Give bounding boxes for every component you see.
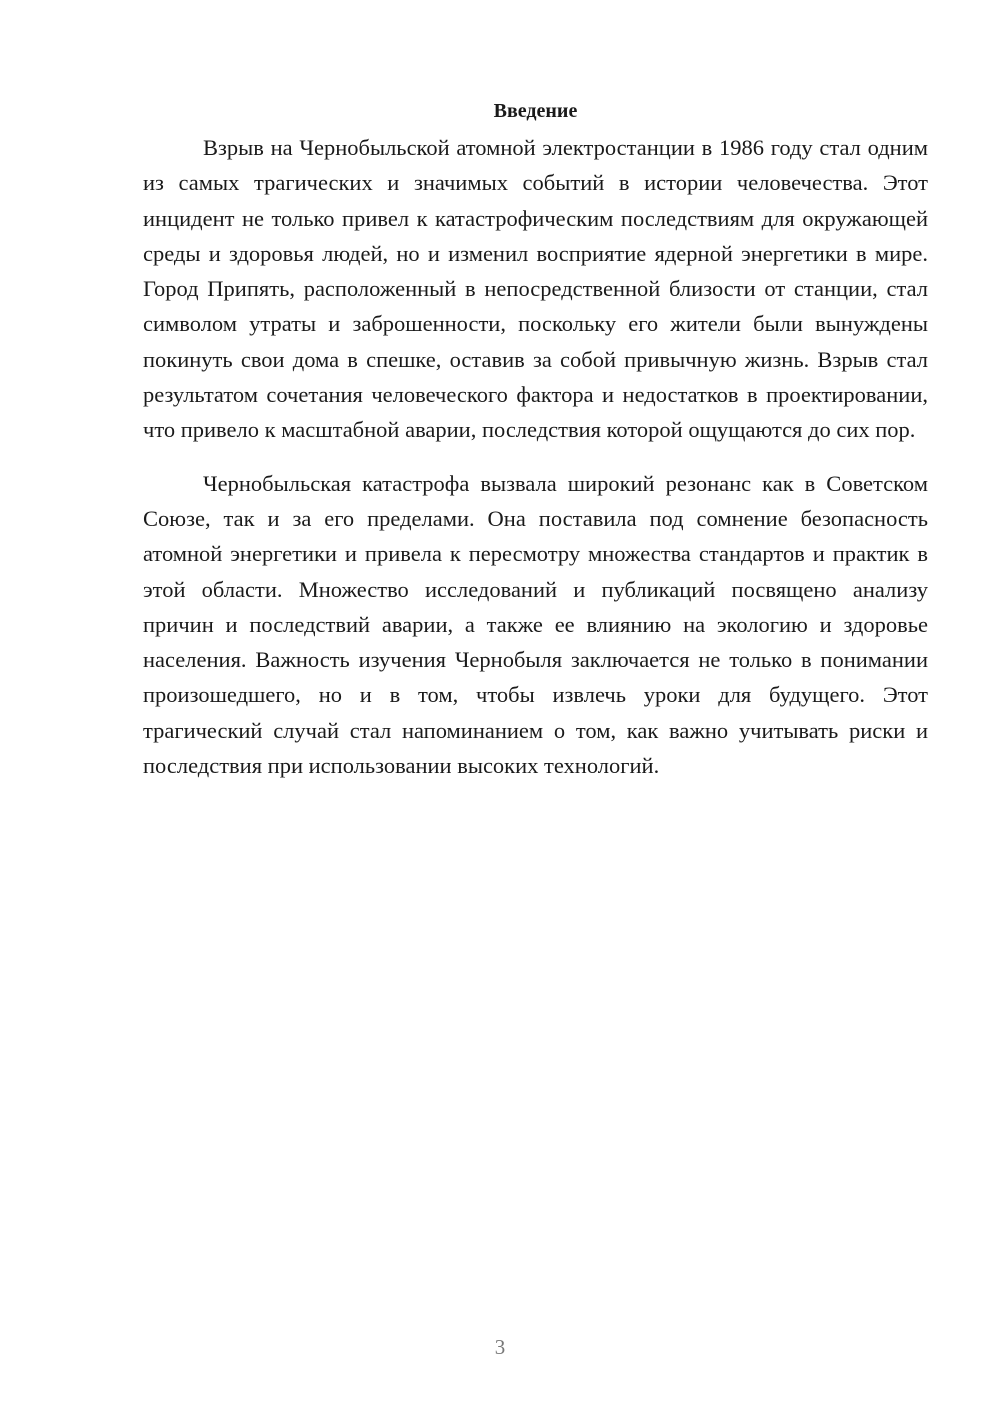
- section-heading: Введение: [493, 100, 578, 122]
- paragraph-1: Взрыв на Чернобыльской атомной электростанции в 1986 году стал одним из самых трагических и значимых событий в истории человечества. Этот инцидент не только привел к катастрофическим последствиям для окружающей среды и здоровья людей, но и изменил восприятие ядерной энергетики в мире. Город Припять, расположенный в непосредственной близости от станции, стал символом утраты и заброшенности, поскольку его жители были вынуждены покинуть свои дома в спешке, оставив за собой привычную жизнь. Взрыв стал результатом сочетания человеческого фактора и недостатков в проектировании, что привело к масштабной аварии, последствия которой ощущаются до сих пор.: [143, 135, 928, 443]
- page-number: 3: [494, 1335, 506, 1359]
- page-content: [143, 96, 928, 783]
- paragraph-2: Чернобыльская катастрофа вызвала широкий резонанс как в Советском Союзе, так и за его пределами. Она поставила под сомнение безопасность атомной энергетики и привела к пересмотру множества стандартов и практик в этой области. Множество исследований и публикаций посвящено анализу причин и последствий аварии, а также ее влиянию на экологию и здоровье населения. Важность изучения Чернобыля заключается не только в понимании произошедшего, но и в том, чтобы извлечь уроки для будущего. Этот трагический случай стал напоминанием о том, как важно учитывать риски и последствия при использовании высоких технологий.: [143, 470, 928, 779]
